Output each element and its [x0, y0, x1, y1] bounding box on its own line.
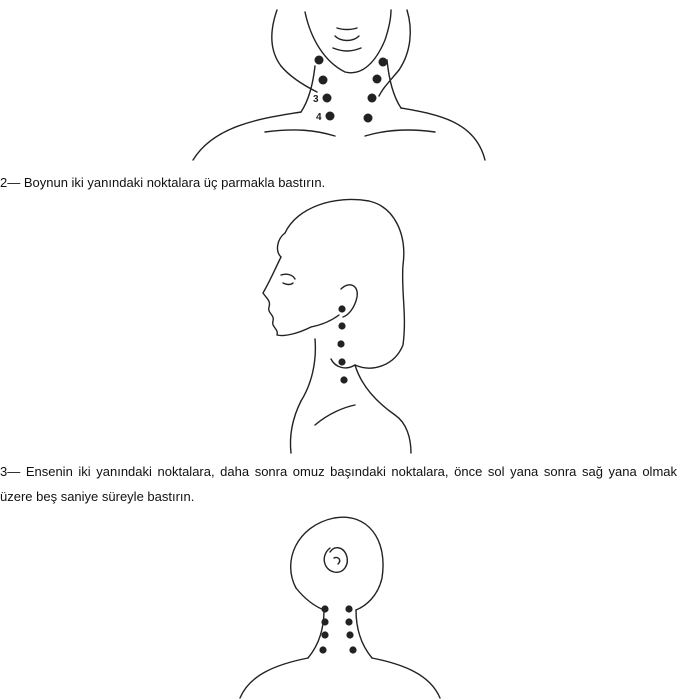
point-label-4: 4: [316, 112, 322, 123]
side-profile-illustration: [245, 195, 420, 457]
step-2-instruction: 2— Boynun iki yanındaki noktalara üç parmakla bastırın.: [0, 175, 326, 190]
front-neck-illustration: [185, 0, 495, 165]
point-label-3: 3: [313, 94, 319, 105]
step-3-instruction: 3— Ensenin iki yanındaki noktalara, daha sonra omuz başındaki noktalara, önce sol yana sonra sağ yana olmak üzere beş saniye süreyle bastırın.: [0, 464, 677, 504]
back-head-illustration: [238, 512, 443, 699]
